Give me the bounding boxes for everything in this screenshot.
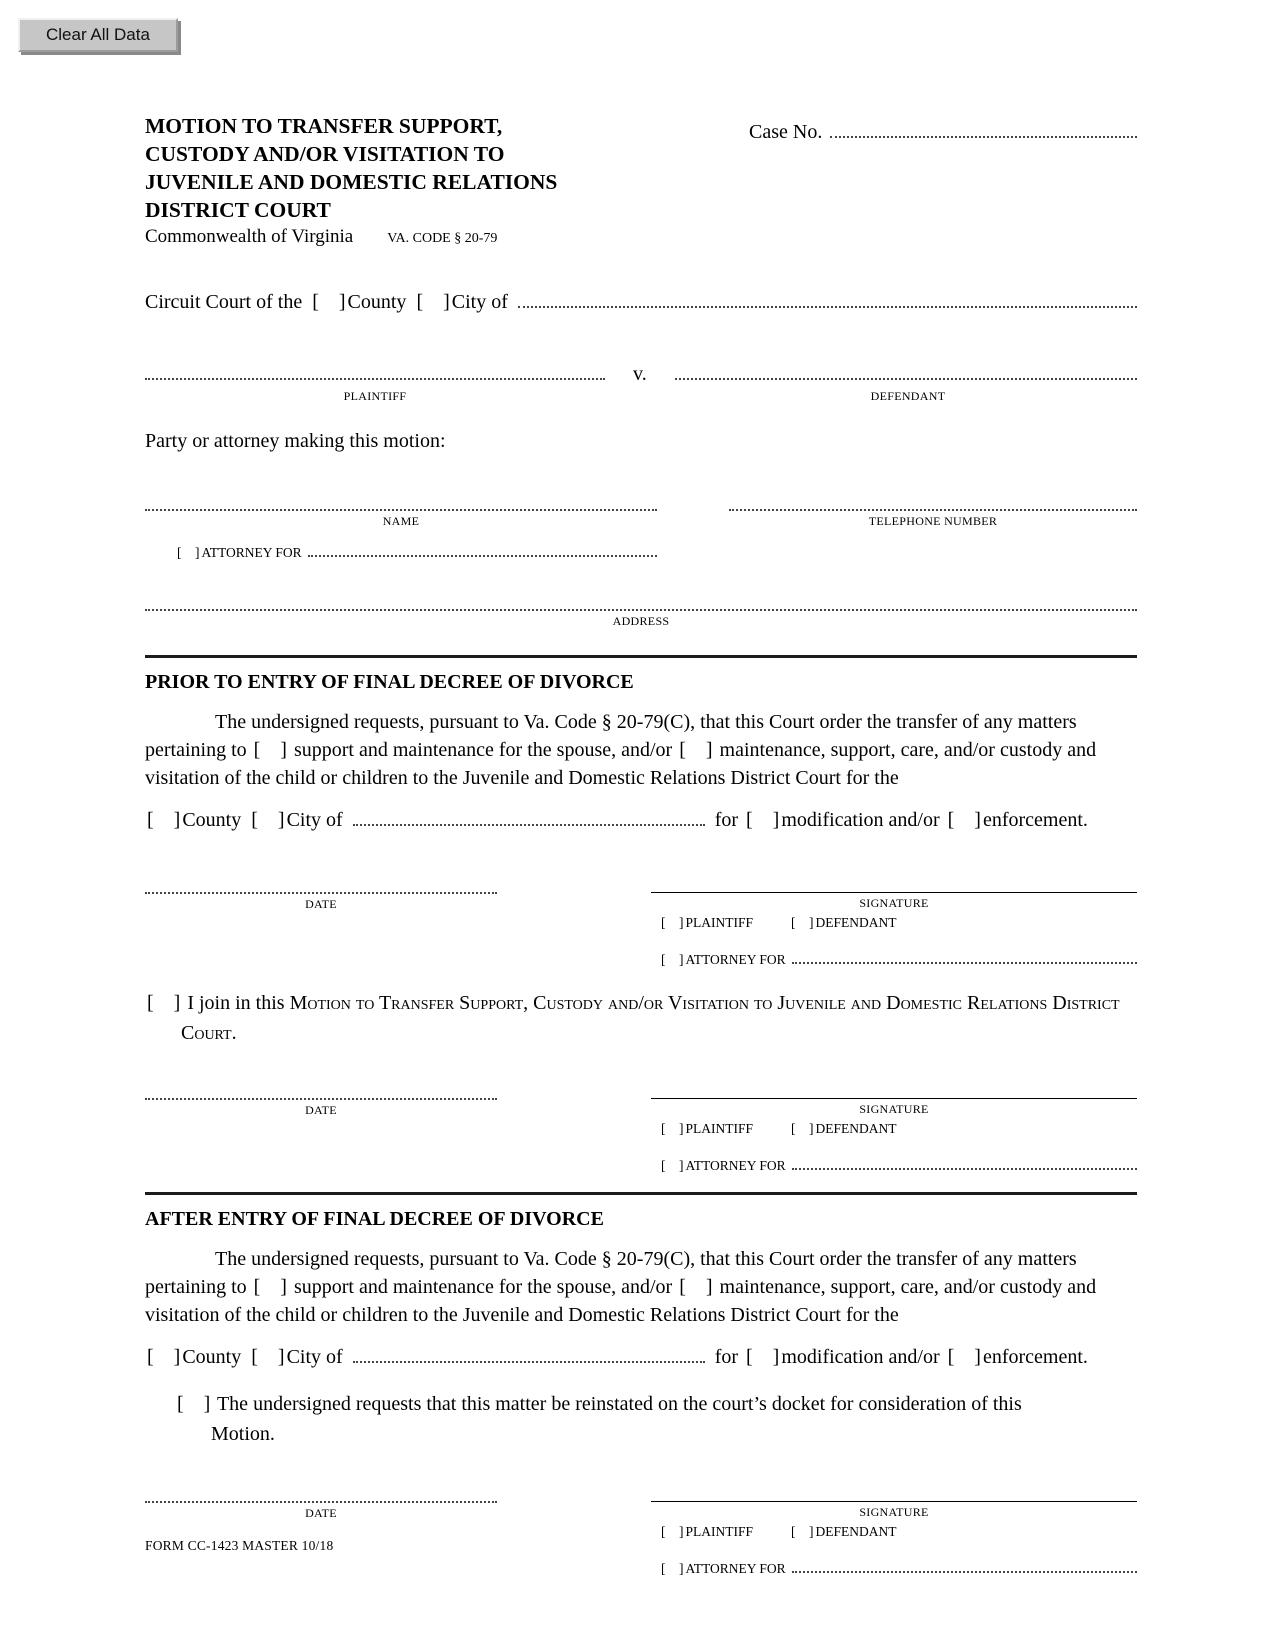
signature-field[interactable] <box>651 872 1137 893</box>
defendant-label: DEFENDANT <box>815 1121 897 1136</box>
name-field-group <box>145 489 657 529</box>
enforcement-checkbox[interactable]: [ ] <box>947 1346 981 1368</box>
phone-field-group <box>729 489 1137 529</box>
movant-name-field[interactable] <box>145 489 657 511</box>
for-label: for <box>714 809 739 831</box>
maintenance-checkbox[interactable]: [ ] <box>679 739 713 761</box>
after-locality-row <box>145 1343 1137 1369</box>
court-line <box>145 288 1137 314</box>
defendant-checkbox[interactable]: [ ] <box>791 1121 814 1136</box>
movant-attorney-row <box>175 541 657 561</box>
signature-field[interactable] <box>651 1078 1137 1099</box>
signature-label: SIGNATURE <box>859 896 929 910</box>
city-of-label: City of <box>286 809 343 831</box>
paragraph-text: maintenance, support, care, and/or custody and visitation of the child or children to the Juvenile and Domestic Relations District Court for the <box>145 1276 1097 1326</box>
form-header <box>145 112 1137 224</box>
join-motion-checkbox[interactable]: [ ] <box>147 992 181 1014</box>
paragraph-text: The undersigned requests, pursuant to Va. Code § 20-79(C), that this Court order the transfer of any matters pertaining to <box>145 1248 1077 1298</box>
after-section-heading: AFTER ENTRY OF FINAL DECREE OF DIVORCE <box>145 1208 604 1230</box>
telephone-field[interactable] <box>729 489 1137 511</box>
name-phone-row <box>145 489 1137 529</box>
attorney-for-field[interactable] <box>308 541 657 557</box>
telephone-label: TELEPHONE NUMBER <box>868 514 998 528</box>
defendant-name-field[interactable] <box>675 360 1137 380</box>
modification-checkbox[interactable]: [ ] <box>746 1346 780 1368</box>
party-checkbox-row <box>651 915 1137 931</box>
defendant-label: DEFENDANT <box>815 1524 897 1539</box>
plaintiff-checkbox[interactable]: [ ] <box>661 915 684 930</box>
commonwealth-row <box>145 226 1137 248</box>
signature-block <box>145 1481 1137 1577</box>
party-checkbox-row <box>651 1121 1137 1137</box>
defendant-label: DEFENDANT <box>815 915 897 930</box>
movant-intro: Party or attorney making this motion: <box>145 430 446 452</box>
for-label: for <box>714 1346 739 1368</box>
support-checkbox[interactable]: [ ] <box>253 739 287 761</box>
county-checkbox[interactable]: [ ] <box>147 809 181 831</box>
county-checkbox[interactable]: [ ] <box>312 291 346 313</box>
address-label: ADDRESS <box>612 614 670 628</box>
join-clause-text: I join in this <box>187 992 285 1014</box>
address-field[interactable] <box>145 589 1137 611</box>
signature-block <box>145 872 1137 968</box>
join-motion-clause <box>145 988 1137 1048</box>
date-field[interactable] <box>145 872 497 894</box>
locality-field[interactable] <box>353 1343 705 1363</box>
city-checkbox[interactable]: [ ] <box>251 809 285 831</box>
city-of-label: City of <box>286 1346 343 1368</box>
signature-block <box>145 1078 1137 1174</box>
city-checkbox[interactable]: [ ] <box>251 1346 285 1368</box>
versus-label: v. <box>633 363 647 385</box>
enforcement-label: enforcement. <box>982 1346 1088 1368</box>
attorney-for-label: ATTORNEY FOR <box>201 545 302 560</box>
attorney-for-field[interactable] <box>792 1153 1137 1170</box>
locality-field[interactable] <box>353 806 705 826</box>
plaintiff-label: PLAINTIFF <box>685 915 754 930</box>
signature-field-group <box>651 1481 1137 1577</box>
code-reference: VA. CODE § 20-79 <box>387 231 498 246</box>
attorney-for-label: ATTORNEY FOR <box>685 1561 786 1576</box>
signature-label: SIGNATURE <box>859 1102 929 1116</box>
clear-all-data-button[interactable]: Clear All Data <box>18 18 178 52</box>
section-divider <box>145 655 1137 658</box>
join-clause-motion-title: Motion to Transfer Support, Custody and/or Visitation to Juvenile and Domestic Relations District Court. <box>181 992 1120 1044</box>
defendant-checkbox[interactable]: [ ] <box>791 1524 814 1539</box>
date-label: DATE <box>305 1103 337 1117</box>
plaintiff-checkbox[interactable]: [ ] <box>661 1121 684 1136</box>
paragraph-text: support and maintenance for the spouse, and/or <box>293 739 673 761</box>
form-content <box>145 112 1137 1577</box>
prior-section-heading: PRIOR TO ENTRY OF FINAL DECREE OF DIVORCE <box>145 671 634 693</box>
case-number-row <box>749 112 1137 224</box>
form-title <box>145 112 745 224</box>
signature-field-group <box>651 872 1137 968</box>
reinstate-clause <box>145 1389 1077 1449</box>
defendant-checkbox[interactable]: [ ] <box>791 915 814 930</box>
form-number: FORM CC-1423 MASTER 10/18 <box>145 1538 334 1553</box>
city-checkbox[interactable]: [ ] <box>416 291 450 313</box>
county-label: County <box>347 291 407 313</box>
county-label: County <box>182 1346 242 1368</box>
caption-labels <box>145 386 1137 404</box>
date-label: DATE <box>305 1506 337 1520</box>
attorney-for-checkbox[interactable]: [ ] <box>177 545 200 560</box>
plaintiff-checkbox[interactable]: [ ] <box>661 1524 684 1539</box>
commonwealth-label: Commonwealth of Virginia <box>145 226 354 247</box>
attorney-for-checkbox[interactable]: [ ] <box>661 952 684 967</box>
court-locality-field[interactable] <box>518 288 1137 308</box>
county-label: County <box>182 809 242 831</box>
party-checkbox-row <box>651 1524 1137 1540</box>
paragraph-text: support and maintenance for the spouse, and/or <box>293 1276 673 1298</box>
reinstate-clause-text: The undersigned requests that this matter be reinstated on the court’s docket for consideration of this Motion. <box>211 1393 1022 1445</box>
attorney-for-row <box>651 1556 1137 1577</box>
signature-label: SIGNATURE <box>859 1505 929 1519</box>
case-number-field[interactable] <box>830 120 1137 138</box>
modification-checkbox[interactable]: [ ] <box>746 809 780 831</box>
name-label: NAME <box>382 514 420 528</box>
form-title-line: JUVENILE AND DOMESTIC RELATIONS <box>145 170 558 194</box>
paragraph-text: The undersigned requests, pursuant to Va. Code § 20-79(C), that this Court order the transfer of any matters pertaining to <box>145 711 1077 761</box>
paragraph-text: maintenance, support, care, and/or custody and visitation of the child or children to the Juvenile and Domestic Relations District Court for the <box>145 739 1097 789</box>
after-request-paragraph <box>145 1245 1137 1329</box>
case-number-label: Case No. <box>749 121 823 143</box>
support-checkbox[interactable]: [ ] <box>253 1276 287 1298</box>
court-line-text: Circuit Court of the <box>145 291 303 313</box>
maintenance-checkbox[interactable]: [ ] <box>679 1276 713 1298</box>
caption-spacer <box>605 386 679 404</box>
section-divider <box>145 1192 1137 1195</box>
attorney-for-checkbox[interactable]: [ ] <box>661 1158 684 1173</box>
date-field[interactable] <box>145 1481 497 1503</box>
defendant-caption-label: DEFENDANT <box>870 389 946 403</box>
date-field[interactable] <box>145 1078 497 1100</box>
date-field-group <box>145 872 497 968</box>
plaintiff-caption-label: PLAINTIFF <box>343 389 407 403</box>
date-label: DATE <box>305 897 337 911</box>
form-title-line: DISTRICT COURT <box>145 198 331 222</box>
attorney-for-checkbox[interactable]: [ ] <box>661 1561 684 1576</box>
date-field-group <box>145 1481 497 1577</box>
attorney-for-field[interactable] <box>792 947 1137 964</box>
form-title-line: CUSTODY AND/OR VISITATION TO <box>145 142 505 166</box>
prior-locality-row <box>145 806 1137 832</box>
plaintiff-name-field[interactable] <box>145 360 605 380</box>
city-of-label: City of <box>451 291 508 313</box>
enforcement-label: enforcement. <box>982 809 1088 831</box>
enforcement-checkbox[interactable]: [ ] <box>947 809 981 831</box>
reinstate-checkbox[interactable]: [ ] <box>177 1393 211 1415</box>
plaintiff-label: PLAINTIFF <box>685 1121 754 1136</box>
modification-label: modification and/or <box>781 809 940 831</box>
date-field-group <box>145 1078 497 1174</box>
attorney-for-field[interactable] <box>792 1556 1137 1573</box>
form-title-line: MOTION TO TRANSFER SUPPORT, <box>145 114 503 138</box>
attorney-for-label: ATTORNEY FOR <box>685 952 786 967</box>
plaintiff-label: PLAINTIFF <box>685 1524 754 1539</box>
modification-label: modification and/or <box>781 1346 940 1368</box>
county-checkbox[interactable]: [ ] <box>147 1346 181 1368</box>
signature-field-group <box>651 1078 1137 1174</box>
prior-request-paragraph <box>145 708 1137 792</box>
attorney-for-row <box>651 947 1137 968</box>
address-field-group <box>145 589 1137 629</box>
attorney-for-row <box>651 1153 1137 1174</box>
caption-row <box>145 360 1137 386</box>
attorney-for-label: ATTORNEY FOR <box>685 1158 786 1173</box>
signature-field[interactable] <box>651 1481 1137 1502</box>
